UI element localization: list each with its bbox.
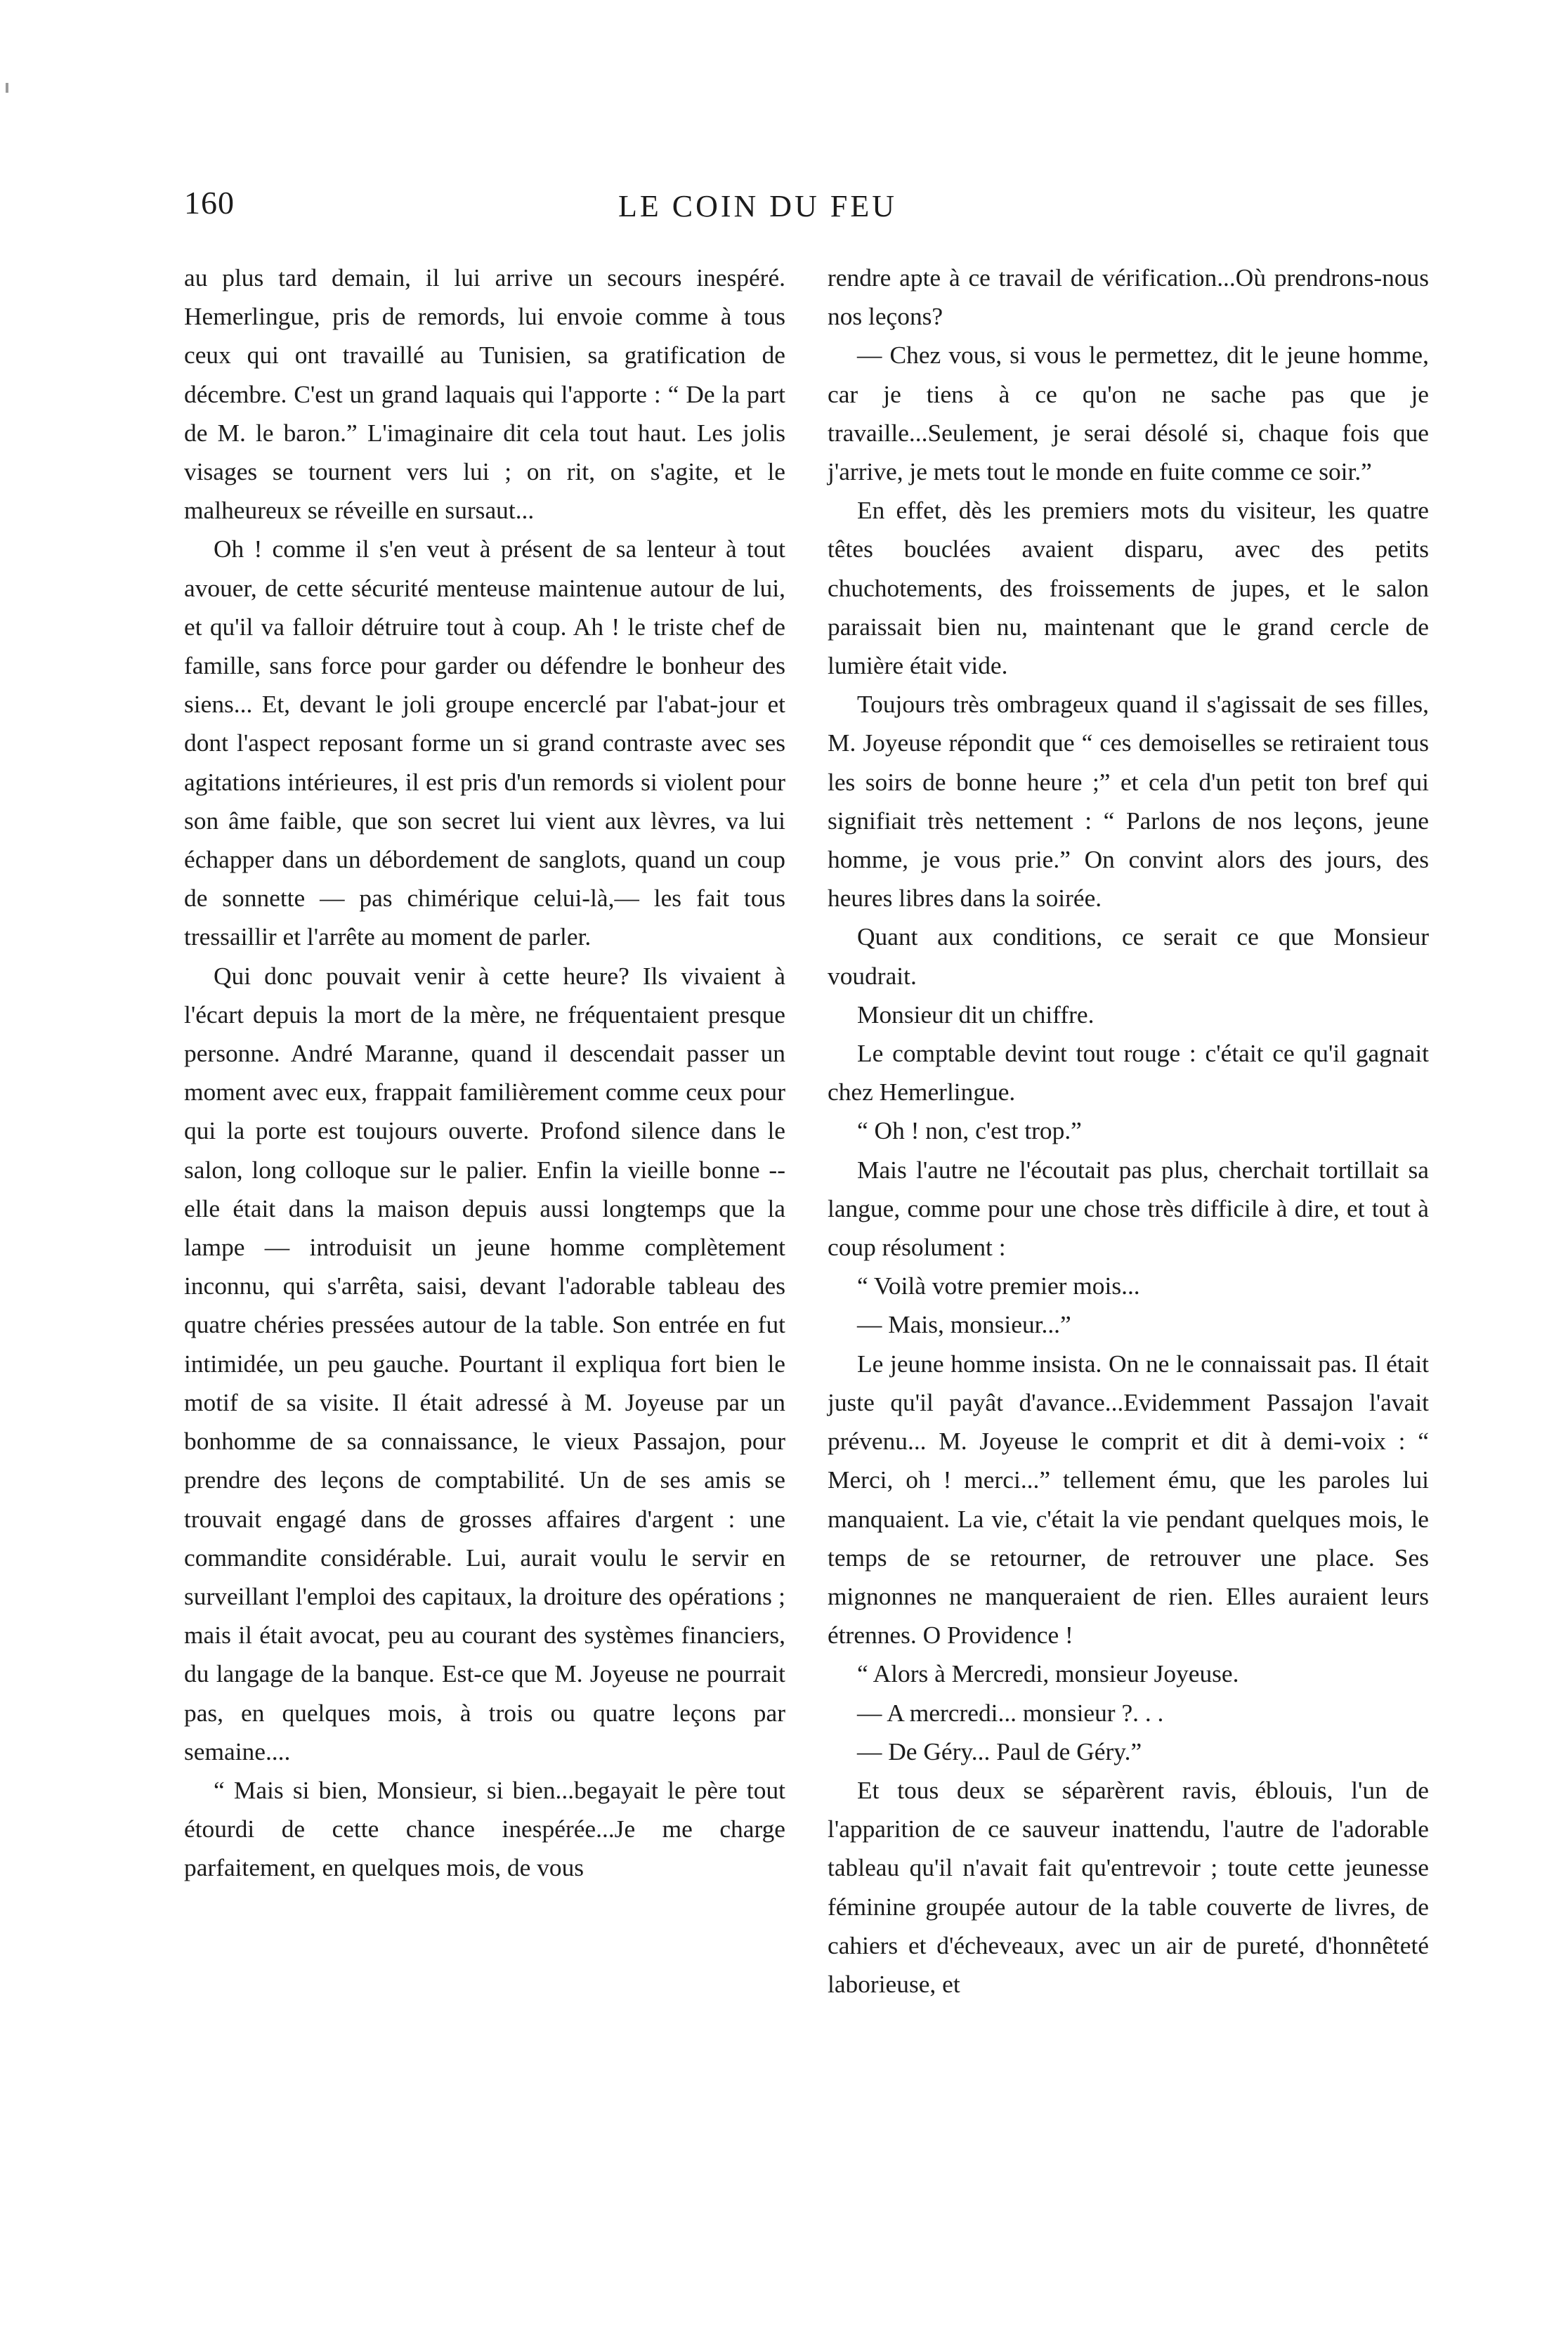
paragraph: Mais l'autre ne l'écoutait pas plus, cherchait tortillait sa langue, comme pour une chose très difficile à dire, et tout à coup résolument : <box>828 1155 1429 1262</box>
paragraph: Et tous deux se séparèrent ravis, éblouis, l'un de l'apparition de ce sauveur inattendu, l'autre de l'adorable tableau qu'il n'avait fait qu'entrevoir ; toute cette jeunesse féminine groupée autour de la table couverte de livres, de cahiers et d'écheveaux, avec un air de pureté, d'honnêteté laborieuse, et <box>828 1775 1429 1998</box>
page-speck <box>6 83 8 93</box>
paragraph: au plus tard demain, il lui arrive un secours inespéré. Hemerlingue, pris de remords, lui envoie comme à tous ceux qui ont travaillé au Tunisien, sa gratification de décembre. C'est un grand laquais qui l'apporte : “ De la part de M. le baron.” L'imaginaire dit cela tout haut. Les jolis visages se tournent vers lui ; on rit, on s'agite, et le malheureux se réveille en sursaut... <box>184 263 785 525</box>
paragraph: — Mais, monsieur...” <box>857 1310 1071 1339</box>
paragraph: Toujours très ombrageux quand il s'agissait de ses filles, M. Joyeuse répondit que “ ces demoiselles se retiraient tous les soirs de bonne heure ;” et cela d'un petit ton bref qui signifiait très nettement : “ Parlons de nos leçons, jeune homme, je vous prie.” On convint alors des jours, des heures libres dans la soirée. <box>828 690 1429 913</box>
paragraph: — De Géry... Paul de Géry.” <box>857 1737 1142 1765</box>
paragraph: Le comptable devint tout rouge : c'était ce qu'il gagnait chez Hemerlingue. <box>828 1039 1429 1106</box>
paragraph: rendre apte à ce travail de vérification...Où prendrons-nous nos leçons? <box>828 263 1429 331</box>
paragraph: En effet, dès les premiers mots du visiteur, les quatre têtes bouclées avaient disparu, avec des petits chuchotements, des froissements de jupes, et le salon paraissait bien nu, maintenant que le grand cercle de lumière était vide. <box>828 496 1429 680</box>
paragraph: — Chez vous, si vous le permettez, dit le jeune homme, car je tiens à ce qu'on ne sache pas que je travaille...Seulement, je serai désolé si, chaque fois que j'arrive, je mets tout le monde en fuite comme ce soir.” <box>828 341 1429 486</box>
paragraph: “ Oh ! non, c'est trop.” <box>857 1116 1082 1145</box>
right-column <box>828 259 1429 2004</box>
paragraph: “ Alors à Mercredi, monsieur Joyeuse. <box>857 1659 1239 1688</box>
paragraph: — A mercredi... monsieur ?. . . <box>857 1698 1164 1727</box>
paragraph: Monsieur dit un chiffre. <box>857 1000 1095 1029</box>
running-head: LE COIN DU FEU <box>618 189 897 223</box>
left-column <box>184 259 785 1888</box>
paragraph: Le jeune homme insista. On ne le connaissait pas. Il était juste qu'il payât d'avance...Evidemment Passajon l'avait prévenu... M. Joyeuse le comprit et dit à demi-voix : “ Merci, oh ! merci...” tellement ému, que les paroles lui manquaient. La vie, c'était la vie pendant quelques mois, le temps de se retourner, de retrouver une place. Ses mignonnes ne manqueraient de rien. Elles auraient leurs étrennes. O Providence ! <box>828 1349 1429 1650</box>
paragraph: Quant aux conditions, ce serait ce que Monsieur voudrait. <box>828 922 1429 990</box>
paragraph: “ Voilà votre premier mois... <box>857 1272 1140 1300</box>
paragraph: “ Mais si bien, Monsieur, si bien...begayait le père tout étourdi de cette chance inespérée...Je me charge parfaitement, en quelques mois, de vous <box>184 1775 785 1882</box>
paragraph: Qui donc pouvait venir à cette heure? Ils vivaient à l'écart depuis la mort de la mère, ne fréquentaient presque personne. André Maranne, quand il descendait passer un moment avec eux, frappait familièrement comme ceux pour qui la porte est toujours ouverte. Profond silence dans le salon, long colloque sur le palier. Enfin la vieille bonne -- elle était dans la maison depuis aussi longtemps que la lampe — introduisit un jeune homme complètement inconnu, qui s'arrêta, saisi, devant l'adorable tableau des quatre chéries pressées autour de la table. Son entrée en fut intimidée, un peu gauche. Pourtant il expliqua fort bien le motif de sa visite. Il était adressé à M. Joyeuse par un bonhomme de sa connaissance, le vieux Passajon, pour prendre des leçons de comptabilité. Un de ses amis se trouvait engagé dans de grosses affaires d'argent : une commandite considérable. Lui, aurait voulu le servir en surveillant l'emploi des capitaux, la droiture des opérations ; mais il était avocat, peu au courant des systèmes financiers, du langage de la banque. Est-ce que M. Joyeuse ne pourrait pas, en quelques mois, à trois ou quatre leçons par semaine.... <box>184 961 785 1765</box>
page-number: 160 <box>184 185 235 221</box>
paragraph: Oh ! comme il s'en veut à présent de sa lenteur à tout avouer, de cette sécurité menteuse maintenue autour de lui, et qu'il va falloir détruire tout à coup. Ah ! le triste chef de famille, sans force pour garder ou défendre le bonheur des siens... Et, devant le joli groupe encerclé par l'abat-jour et dont l'aspect reposant forme un si grand contraste avec ses agitations intérieures, il est pris d'un remords si violent pour son âme faible, que son secret lui vient aux lèvres, va lui échapper dans un débordement de sanglots, quand un coup de sonnette — pas chimérique celui-là,— les fait tous tressaillir et l'arrête au moment de parler. <box>184 535 785 951</box>
